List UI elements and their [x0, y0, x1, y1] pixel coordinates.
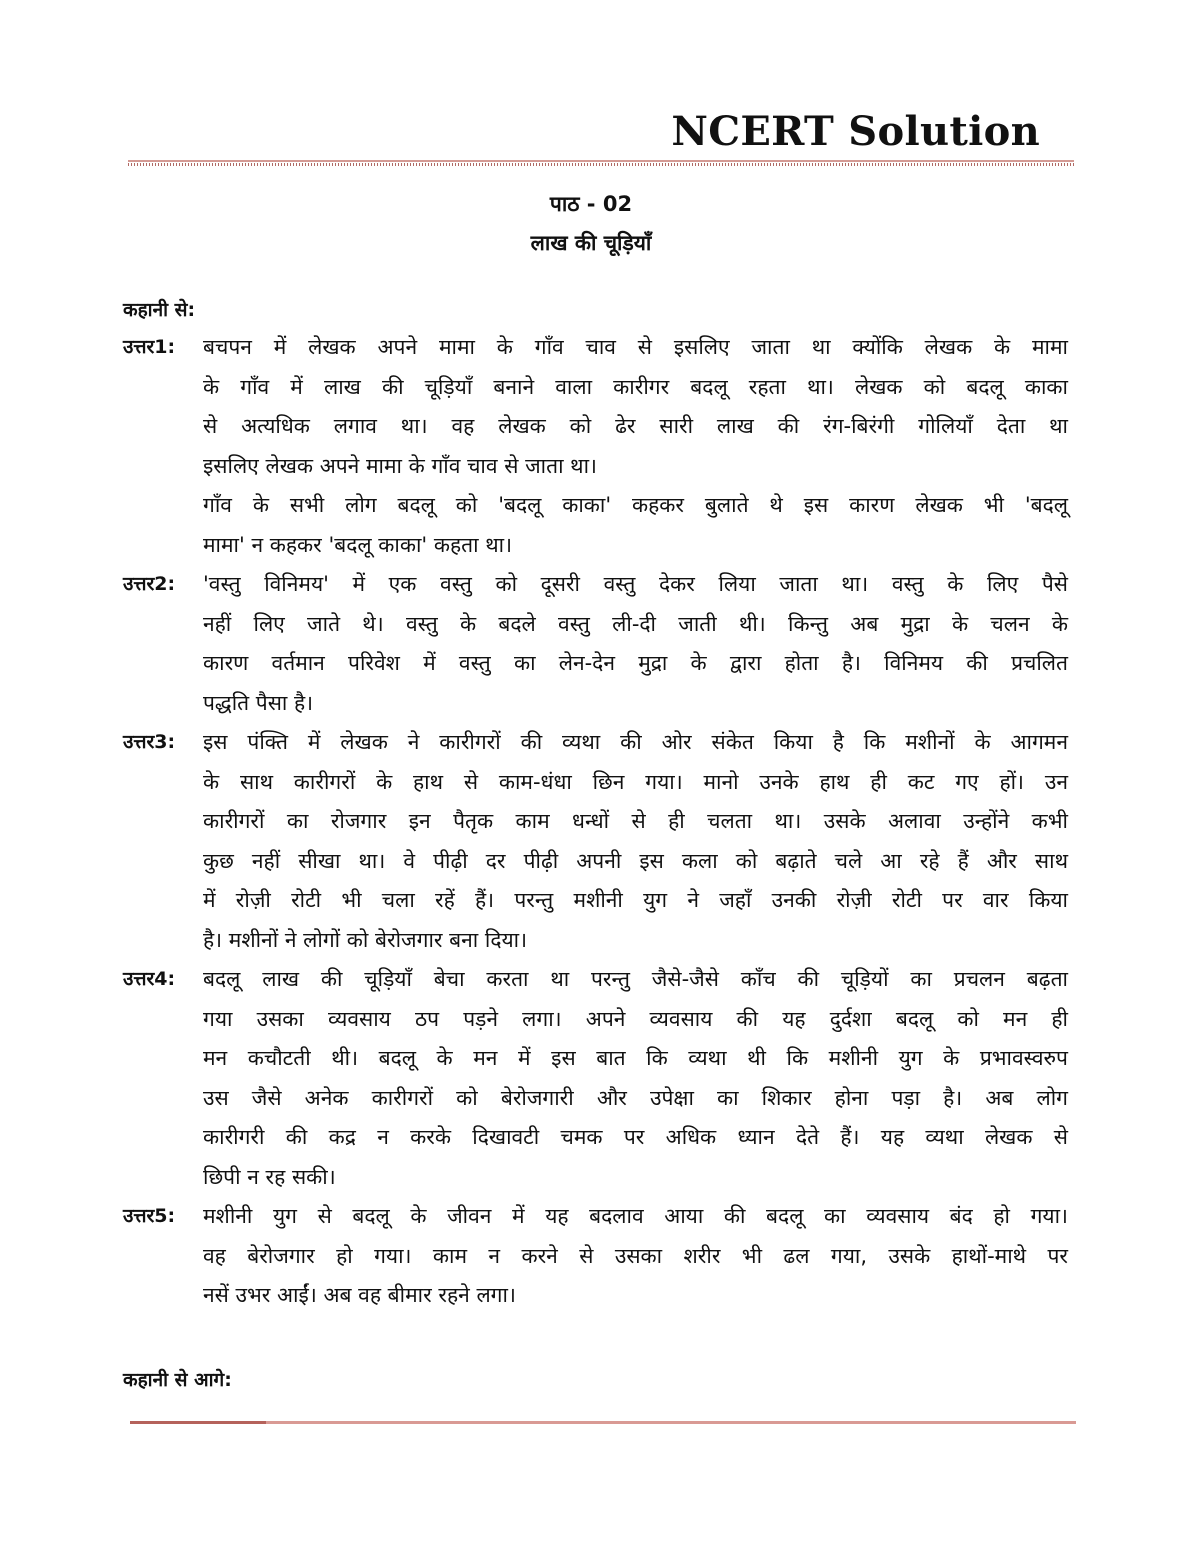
answer-label: उत्तर2:: [123, 573, 176, 595]
answer-2: [123, 565, 1068, 723]
answer-line: बदलू लाख की चूड़ियाँ बेचा करता था परन्तु जैसे-जैसे काँच की चूड़ियों का प्रचलन बढ़ता: [203, 967, 1068, 991]
answer-line: है। मशीनों ने लोगों को बेरोजगार बना दिया।: [203, 927, 528, 952]
answer-line: 'वस्तु विनिमय' में एक वस्तु को दूसरी वस्तु देकर लिया जाता था। वस्तु के लिए पैसे: [203, 572, 1068, 596]
header-divider: [128, 160, 1074, 166]
answer-line: कारीगरों का रोजगार इन पैतृक काम धन्धों से ही चलता था। उसके अलावा उन्होंने कभी: [203, 809, 1068, 833]
answer-5: [123, 1197, 1068, 1316]
answer-label: उत्तर5:: [123, 1205, 176, 1227]
answer-line: वह बेरोजगार हो गया। काम न करने से उसका शरीर भी ढल गया, उसके हाथों-माथे पर: [203, 1243, 1068, 1268]
answer-label: उत्तर4:: [123, 968, 176, 990]
lesson-number: पाठ - 02: [549, 192, 633, 216]
answer-1: [123, 328, 1068, 565]
answer-line: मामा' न कहकर 'बदलू काका' कहता था।: [203, 532, 513, 557]
answer-body: [203, 1197, 1068, 1316]
answer-line: गया उसका व्यवसाय ठप पड़ने लगा। अपने व्यवसाय की यह दुर्दशा बदलू को मन ही: [203, 1006, 1068, 1031]
answer-label: उत्तर3:: [123, 731, 176, 753]
answer-line: उस जैसे अनेक कारीगरों को बेरोजगारी और उपेक्षा का शिकार होना पड़ा है। अब लोग: [203, 1085, 1068, 1110]
brand-title: NCERT Solution: [671, 108, 1040, 155]
answer-line: गाँव के सभी लोग बदलू को 'बदलू काका' कहकर बुलाते थे इस कारण लेखक भी 'बदलू: [203, 493, 1068, 517]
answer-line: के गाँव में लाख की चूड़ियाँ बनाने वाला कारीगर बदलू रहता था। लेखक को बदलू काका: [203, 374, 1068, 399]
answer-body: [203, 328, 1068, 565]
answer-line: में रोज़ी रोटी भी चला रहें हैं। परन्तु मशीनी युग ने जहाँ उनकी रोज़ी रोटी पर वार किया: [203, 888, 1068, 912]
answers-list: [123, 328, 1068, 1316]
answer-line: नहीं लिए जाते थे। वस्तु के बदले वस्तु ली-दी जाती थी। किन्तु अब मुद्रा के चलन के: [203, 611, 1068, 636]
answer-line: कारण वर्तमान परिवेश में वस्तु का लेन-देन मुद्रा के द्वारा होता है। विनिमय की प्रचलित: [203, 651, 1068, 675]
answer-4: [123, 960, 1068, 1197]
section-heading-kahani-se: कहानी से:: [123, 299, 196, 321]
footer-divider: [130, 1421, 1076, 1424]
answer-line: इसलिए लेखक अपने मामा के गाँव चाव से जाता था।: [203, 453, 597, 478]
answer-body: [203, 565, 1068, 723]
answer-line: मन कचौटती थी। बदलू के मन में इस बात कि व्यथा थी कि मशीनी युग के प्रभावस्वरुप: [203, 1046, 1068, 1070]
section-heading-kahani-se-aage: कहानी से आगे:: [123, 1369, 232, 1391]
answer-line: मशीनी युग से बदलू के जीवन में यह बदलाव आया की बदलू का व्यवसाय बंद हो गया।: [203, 1204, 1068, 1228]
answer-line: कारीगरी की कद्र न करके दिखावटी चमक पर अधिक ध्यान देते हैं। यह व्यथा लेखक से: [203, 1125, 1068, 1149]
answer-line: इस पंक्ति में लेखक ने कारीगरों की व्यथा की ओर संकेत किया है कि मशीनों के आगमन: [203, 730, 1068, 754]
answer-line: नसें उभर आईं। अब वह बीमार रहने लगा।: [203, 1283, 516, 1307]
answer-line: बचपन में लेखक अपने मामा के गाँव चाव से इसलिए जाता था क्योंकि लेखक के मामा: [203, 335, 1068, 359]
answer-line: के साथ कारीगरों के हाथ से काम-धंधा छिन गया। मानो उनके हाथ ही कट गए हों। उन: [203, 769, 1068, 794]
answer-line: छिपी न रह सकी।: [203, 1164, 336, 1189]
answer-line: से अत्यधिक लगाव था। वह लेखक को ढेर सारी लाख की रंग-बिरंगी गोलियाँ देता था: [203, 414, 1068, 438]
answer-body: [203, 960, 1068, 1197]
answer-line: पद्धति पैसा है।: [203, 690, 314, 715]
answer-label: उत्तर1:: [123, 336, 176, 358]
answer-body: [203, 723, 1068, 960]
lesson-title: लाख की चूड़ियाँ: [530, 231, 652, 255]
answer-3: [123, 723, 1068, 960]
answer-line: कुछ नहीं सीखा था। वे पीढ़ी दर पीढ़ी अपनी इस कला को बढ़ाते चले आ रहे हैं और साथ: [203, 848, 1068, 873]
